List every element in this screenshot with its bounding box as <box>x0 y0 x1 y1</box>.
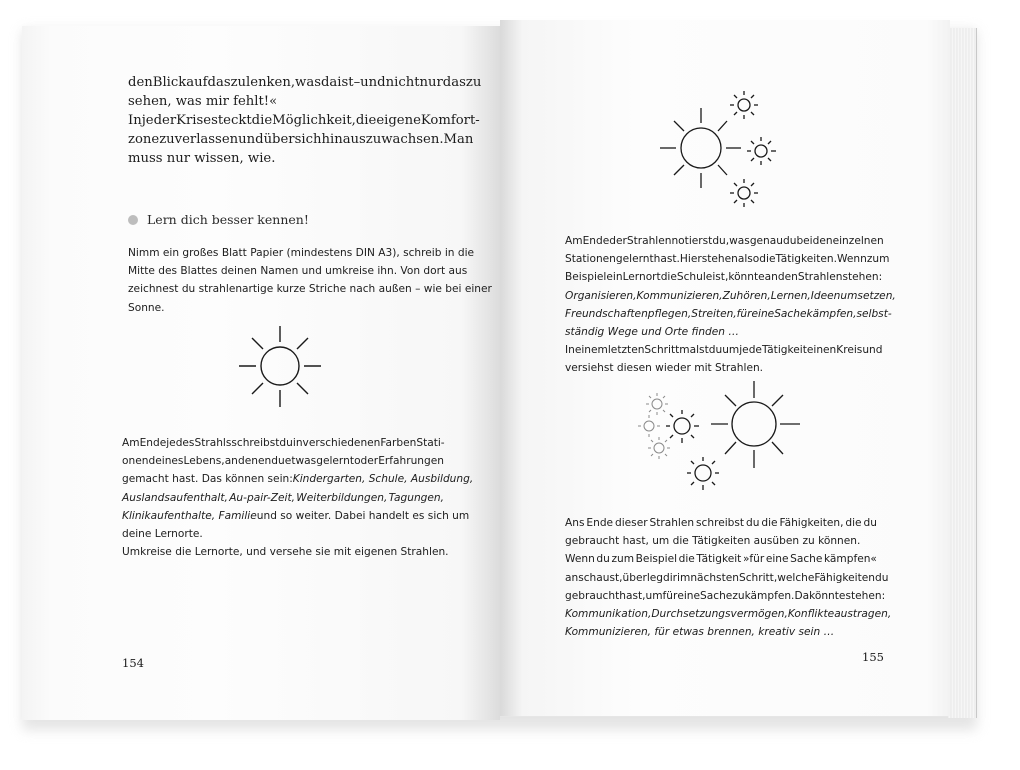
text-line: Kommunikation, Durchsetzungsvermögen, Konflikte austragen, <box>565 608 892 621</box>
sun-diagram-small <box>230 318 330 418</box>
text-line: ständig Wege und Orte finden … <box>565 326 739 339</box>
text-line: Mitte des Blattes deinen Namen und umkreise ihn. Von dort aus <box>128 265 468 278</box>
text-line: muss nur wissen, wie. <box>128 151 276 166</box>
text-line: deine Lernorte. <box>122 528 203 541</box>
crisis-paragraph <box>128 111 480 168</box>
text-line: anschaust, überleg dir im nächsten Schritt, welche Fähigkeiten du <box>565 571 889 584</box>
section-heading <box>128 212 309 227</box>
instruction-paragraph <box>128 244 492 317</box>
text-line: Wenn du zum Beispiel die Tätigkeit »für eine Sache kämpfen« <box>565 553 877 566</box>
text-line: zone zu verlassen und über sich hinauszuwachsen. Man <box>128 132 474 147</box>
text-line: gebraucht hast, um die Tätigkeiten ausüben zu können. <box>565 535 861 548</box>
text-line: Kommunizieren, für etwas brennen, kreativ sein … <box>565 626 835 639</box>
activities-paragraph <box>565 232 896 378</box>
page-number-left: 154 <box>122 656 144 670</box>
text-line: In einem letzten Schritt malst du um jede Tätigkeit einen Kreis und <box>565 344 883 357</box>
section-heading-text: Lern dich besser kennen! <box>147 212 309 227</box>
text-line: Am Ende jedes Strahls schreibst du in verschiedenen Farben Stati- <box>122 437 445 449</box>
text-line: onen deines Lebens, an denen du etwas gelernt oder Erfahrungen <box>122 455 444 468</box>
text-line: Organisieren, Kommunizieren, Zuhören, Lernen, Ideen umsetzen, <box>565 289 896 302</box>
text-line: Stationen gelernt hast. Hier stehen also die Tätigkeiten. Wenn zum <box>565 253 890 266</box>
text-line: Auslandsaufenthalt, Au-pair-Zeit, Weiterbildungen, Tagungen, <box>122 491 444 504</box>
text-line: Umkreise die Lernorte, und versehe sie mit eigenen Strahlen. <box>122 546 449 559</box>
text-line <box>122 507 470 525</box>
intro-paragraph <box>128 73 482 111</box>
page-number-right: 155 <box>862 650 884 664</box>
italic-span: Kindergarten, Schule, Ausbildung, <box>292 473 474 486</box>
sun-diagram-with-satellites <box>655 90 785 210</box>
text-line: zeichnest du strahlenartige kurze Striche nach außen – wie bei einer <box>128 283 492 296</box>
text-line: gebraucht hast, um für eine Sache zu kämpfen. Da könnte stehen: <box>565 589 886 602</box>
skills-paragraph <box>565 514 892 641</box>
text-line: In jeder Krise steckt die Möglichkeit, die eigene Komfort- <box>128 113 480 128</box>
text-line <box>122 470 474 488</box>
text-line: den Blick auf das zu lenken, was da ist – und nicht nur das zu <box>128 75 482 90</box>
sun-diagram-nested <box>632 378 812 498</box>
text-line: Beispiel ein Lernort die Schule ist, könnte an den Strahlen stehen: <box>565 271 883 284</box>
text-line: Ans Ende dieser Strahlen schreibst du die Fähigkeiten, die du <box>565 517 877 529</box>
stations-paragraph <box>122 434 474 561</box>
italic-span: Klinikaufenthalte, Familie <box>122 509 257 522</box>
text-span: gemacht hast. Das können sein: <box>122 473 293 486</box>
text-line: Freundschaften pflegen, Streiten, für eine Sache kämpfen, selbst- <box>565 307 892 320</box>
text-line: sehen, was mir fehlt!« <box>128 94 278 109</box>
text-line: Nimm ein großes Blatt Papier (mindestens DIN A3), schreib in die <box>128 247 475 259</box>
page-edges <box>948 28 977 718</box>
text-line: versiehst diesen wieder mit Strahlen. <box>565 362 764 375</box>
text-line: Am Ende der Strahlen notierst du, was genau du bei den einzelnen <box>565 235 884 247</box>
bullet-dot-icon <box>128 215 138 225</box>
text-span: und so weiter. Dabei handelt es sich um <box>256 509 470 522</box>
text-line: Sonne. <box>128 301 165 314</box>
